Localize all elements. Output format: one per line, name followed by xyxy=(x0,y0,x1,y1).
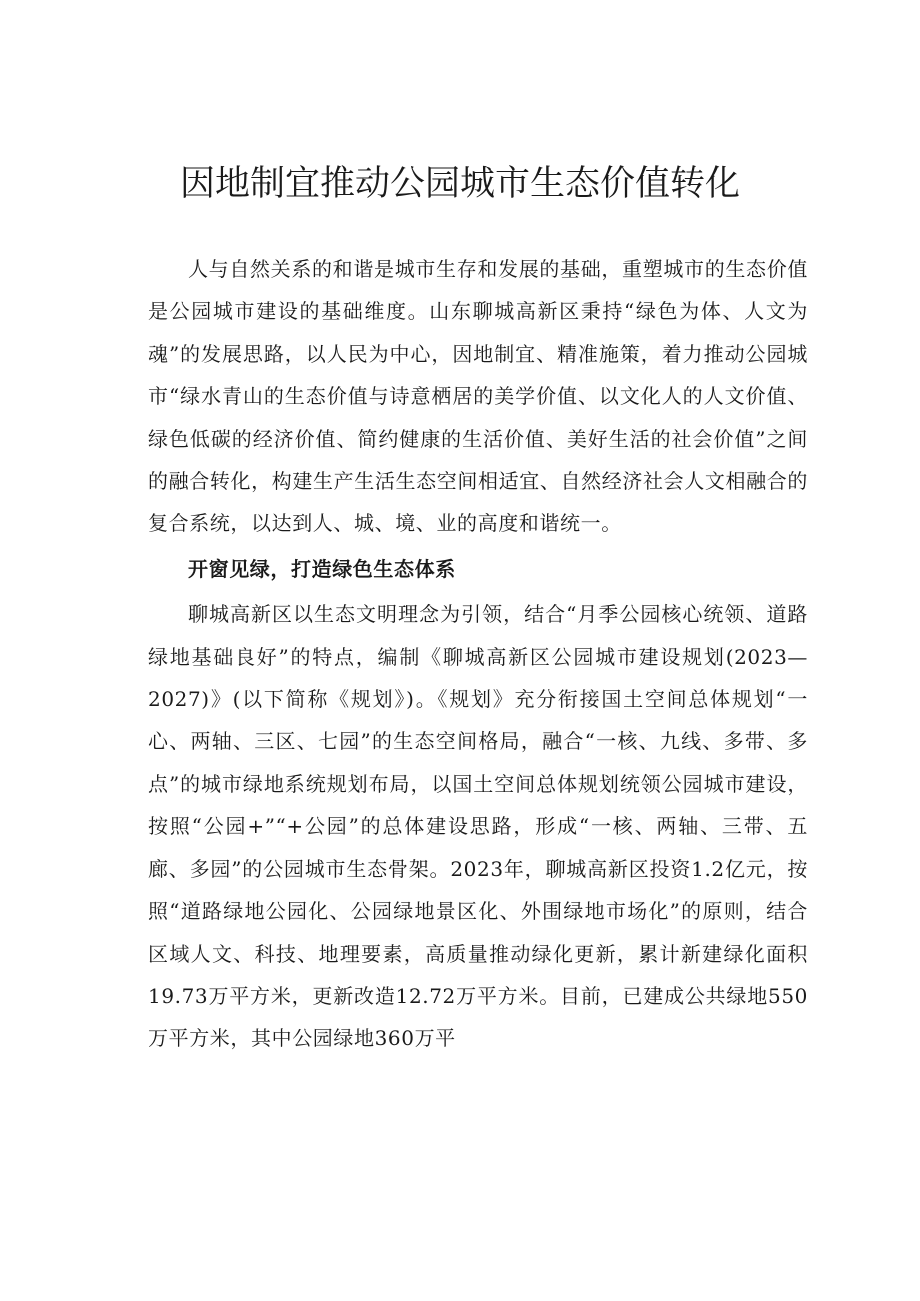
section-heading: 开窗见绿，打造绿色生态体系 xyxy=(188,556,456,581)
paragraph-body: 聊城高新区以生态文明理念为引领，结合“月季公园核心统领、道路绿地基础良好”的特点，编制《聊城高新区公园城市建设规划(2023—2027)》(以下简称《规划》)。《规划》充分衔接国土空间总体规划“一心、两轴、三区、七园”的生态空间格局，融合“一核、九线、多带、多点”的城市绿地系统规划布局，以国土空间总体规划统领公园城市建设，按照“公园+”“+公园”的总体建设思路，形成“一核、两轴、三带、五廊、多园”的公园城市生态骨架。2023年，聊城高新区投资1.2亿元，按照“道路绿地公园化、公园绿地景区化、外围绿地市场化”的原则，结合区域人文、科技、地理要素，高质量推动绿化更新，累计新建绿化面积19.73万平方米，更新改造12.72万平方米。目前，已建成公共绿地550万平方米，其中公园绿地360万平 xyxy=(148,602,808,1051)
document-title: 因地制宜推动公园城市生态价值转化 xyxy=(179,164,740,204)
document-body xyxy=(148,248,808,1060)
paragraph-intro: 人与自然关系的和谐是城市生存和发展的基础，重塑城市的生态价值是公园城市建设的基础维度。山东聊城高新区秉持“绿色为体、人文为魂”的发展思路，以人民为中心，因地制宜、精准施策，着力推动公园城市“绿水青山的生态价值与诗意栖居的美学价值、以文化人的人文价值、绿色低碳的经济价值、简约健康的生活价值、美好生活的社会价值”之间的融合转化，构建生产生活生态空间相适宜、自然经济社会人文相融合的复合系统，以达到人、城、境、业的高度和谐统一。 xyxy=(148,257,808,536)
